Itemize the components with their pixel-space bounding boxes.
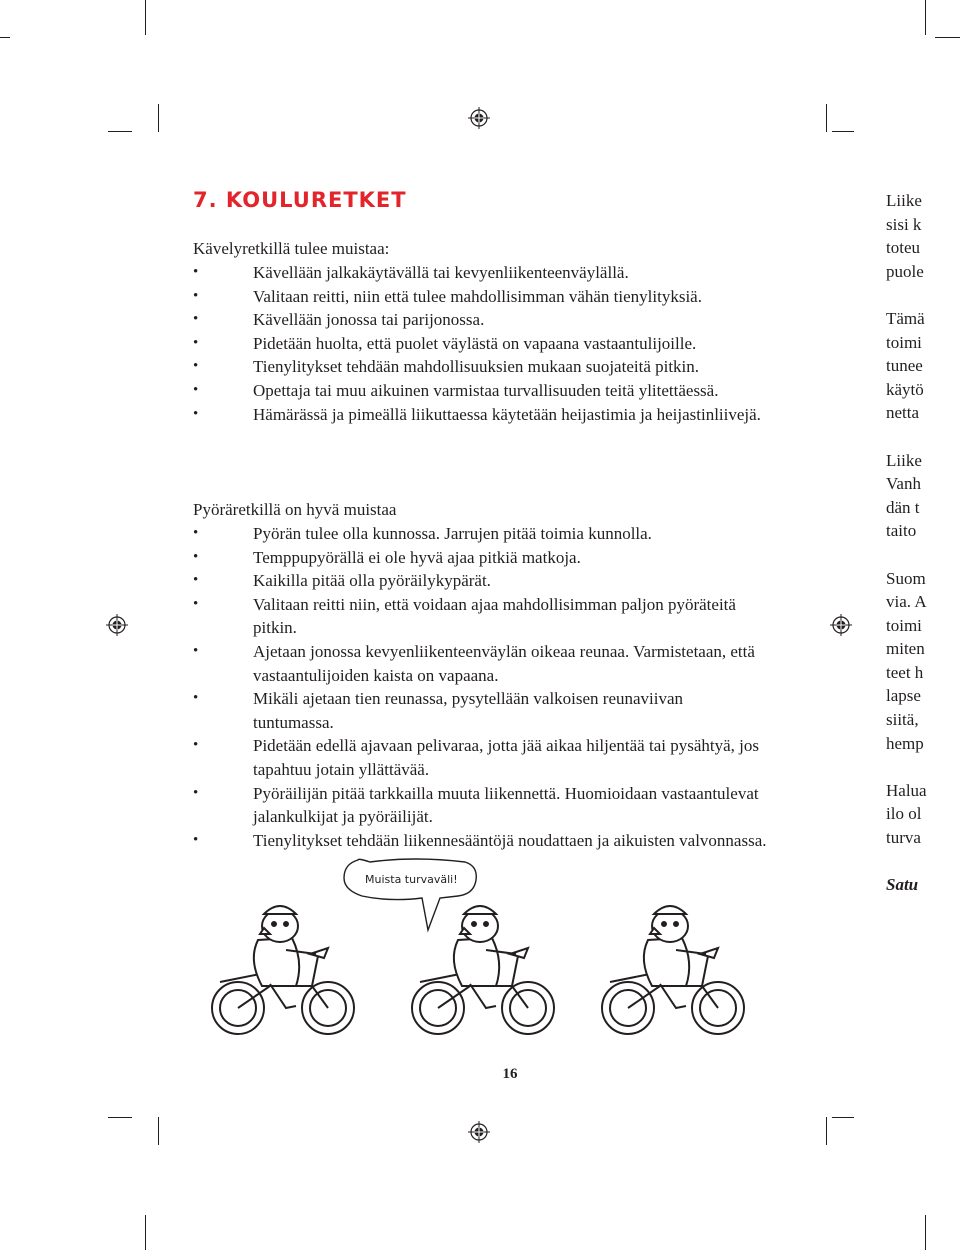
- text-line: taito: [886, 521, 917, 541]
- text-line: toimi: [886, 332, 922, 352]
- list-item: • Pidetään edellä ajavaan pelivaraa, jotta jää aikaa hiljentää tai pysähtyä, jos tapahtuu jotain yllättävää.: [193, 734, 768, 781]
- crop-mark: [108, 131, 132, 132]
- section-heading: 7. KOULURETKET: [193, 188, 407, 212]
- text-line: Tämä: [886, 308, 925, 328]
- text-line: teet h: [886, 662, 924, 682]
- text-line: tunee: [886, 356, 923, 376]
- walking-intro: Kävelyretkillä tulee muistaa:: [193, 239, 390, 258]
- crop-mark: [145, 1215, 146, 1250]
- crop-mark: [935, 37, 960, 38]
- crop-mark: [145, 0, 146, 35]
- bear-cyclist-illustration: [400, 890, 570, 1050]
- text-line: toteu: [886, 238, 920, 258]
- text-line: miten: [886, 639, 925, 659]
- walking-list: [193, 261, 768, 426]
- list-item: • Opettaja tai muu aikuinen varmistaa turvallisuuden teitä ylitettäessä.: [193, 379, 768, 403]
- text-line: netta: [886, 403, 920, 423]
- crop-mark: [832, 131, 854, 132]
- signature: Satu: [886, 875, 919, 895]
- registration-mark-icon: [468, 107, 490, 129]
- list-item: • Kaikilla pitää olla pyöräilykypärät.: [193, 569, 768, 593]
- cycling-intro: Pyöräretkillä on hyvä muistaa: [193, 500, 397, 519]
- crop-mark: [925, 0, 926, 35]
- crop-mark: [0, 37, 10, 38]
- text-line: sisi k: [886, 214, 922, 234]
- text-line: turva: [886, 828, 921, 848]
- list-item: • Temppupyörällä ei ole hyvä ajaa pitkiä matkoja.: [193, 546, 768, 570]
- list-item: • Pyöräilijän pitää tarkkailla muuta liikennettä. Huomioidaan vastaantulevat jalankulkijat ja pyöräilijät.: [193, 782, 768, 829]
- text-line: puole: [886, 261, 924, 281]
- list-item: • Hämärässä ja pimeällä liikuttaessa käytetään heijastimia ja heijastinliivejä.: [193, 403, 768, 427]
- paragraph: [886, 189, 960, 283]
- text-line: Halua: [886, 780, 927, 800]
- text-line: dän t: [886, 497, 920, 517]
- text-line: Liike: [886, 191, 922, 210]
- crop-mark: [826, 104, 827, 132]
- list-item: • Valitaan reitti, niin että tulee mahdollisimman vähän tienylityksiä.: [193, 285, 768, 309]
- text-line: ilo ol: [886, 804, 922, 824]
- text-line: via. A: [886, 592, 927, 612]
- text-line: lapse: [886, 686, 921, 706]
- list-item: • Mikäli ajetaan tien reunassa, pysytellään valkoisen reunaviivan tuntumassa.: [193, 687, 768, 734]
- list-item: • Valitaan reitti niin, että voidaan ajaa mahdollisimman paljon pyöräteitä pitkin.: [193, 593, 768, 640]
- paragraph: [886, 567, 960, 756]
- text-line: Liike: [886, 450, 922, 470]
- crop-mark: [925, 1215, 926, 1250]
- text-line: siitä,: [886, 710, 919, 730]
- right-column-text: [886, 189, 960, 920]
- list-item: • Tienylitykset tehdään liikennesääntöjä noudattaen ja aikuisten valvonnassa.: [193, 829, 768, 853]
- list-item: • Tienylitykset tehdään mahdollisuuksien mukaan suojateitä pitkin.: [193, 355, 768, 379]
- registration-mark-icon: [830, 614, 852, 636]
- list-item: • Kävellään jonossa tai parijonossa.: [193, 308, 768, 332]
- paragraph: [886, 307, 960, 425]
- text-line: hemp: [886, 733, 924, 753]
- bear-cyclist-illustration: [590, 890, 760, 1050]
- speech-bubble-text: Muista turvaväli!: [365, 873, 458, 886]
- page-number: 16: [502, 1066, 518, 1082]
- crop-mark: [158, 1117, 159, 1145]
- paragraph: [886, 449, 960, 543]
- text-line: Suom: [886, 568, 926, 588]
- registration-mark-icon: [106, 614, 128, 636]
- registration-mark-icon: [468, 1121, 490, 1143]
- text-line: käytö: [886, 379, 924, 399]
- text-line: Vanh: [886, 474, 921, 494]
- crop-mark: [832, 1117, 854, 1118]
- text-line: toimi: [886, 615, 922, 635]
- list-item: • Pidetään huolta, että puolet väylästä on vapaana vastaantulijoille.: [193, 332, 768, 356]
- crop-mark: [826, 1117, 827, 1145]
- crop-mark: [158, 104, 159, 132]
- crop-mark: [108, 1117, 132, 1118]
- paragraph: [886, 779, 960, 850]
- cycling-list: [193, 522, 768, 852]
- list-item: • Pyörän tulee olla kunnossa. Jarrujen pitää toimia kunnolla.: [193, 522, 768, 546]
- bear-cyclist-illustration: [200, 890, 370, 1050]
- list-item: • Ajetaan jonossa kevyenliikenteenväylän oikeaa reunaa. Varmistetaan, että vastaantulijoiden kaista on vapaana.: [193, 640, 768, 687]
- list-item: • Kävellään jalkakäytävällä tai kevyenliikenteenväylällä.: [193, 261, 768, 285]
